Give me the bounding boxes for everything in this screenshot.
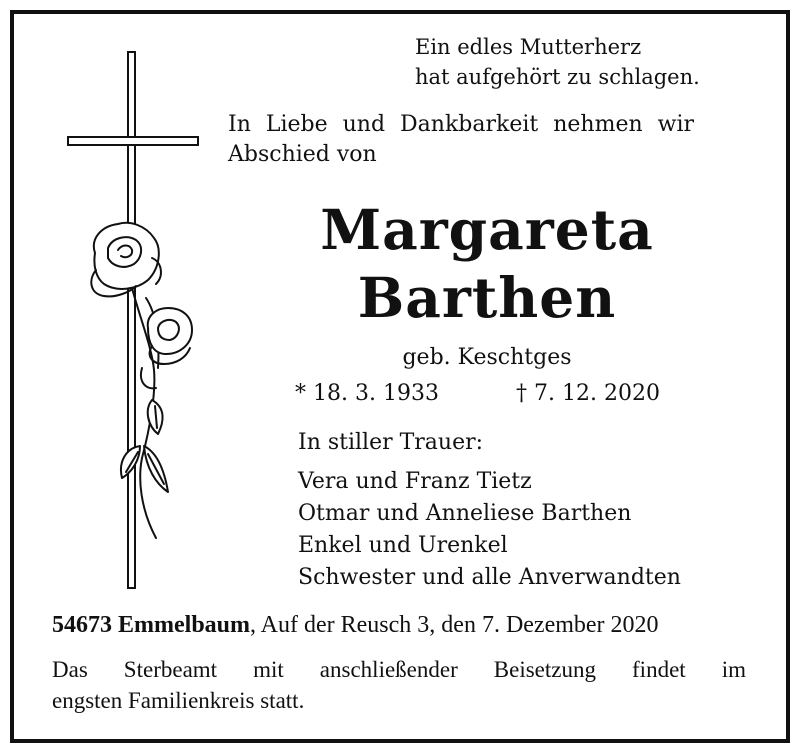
death-date: † 7. 12. 2020 (516, 381, 660, 406)
funeral-note (52, 654, 746, 716)
mourner-name: Schwester und alle Anverwandten (298, 565, 681, 590)
mourner-name: Otmar und Anneliese Barthen (298, 501, 632, 526)
mourners-heading: In stiller Trauer: (298, 430, 484, 455)
address-line (52, 612, 659, 639)
intro-line-1: In Liebe und Dankbarkeit nehmen wir (228, 112, 695, 137)
deceased-last-name: Barthen (357, 265, 617, 330)
motto-line-2: hat aufgehört zu schlagen. (415, 65, 700, 89)
motto-line-1: Ein edles Mutterherz (415, 35, 642, 59)
mourner-name: Enkel und Urenkel (298, 533, 508, 558)
birth-name: geb. Keschtges (402, 345, 572, 370)
intro-line-2: Abschied von (228, 142, 377, 167)
deceased-first-name: Margareta (320, 197, 654, 262)
cross-with-roses-icon (60, 48, 200, 593)
funeral-note-line-2: engsten Familienkreis statt. (52, 688, 305, 713)
rose-icon (91, 223, 192, 538)
birth-date: * 18. 3. 1933 (295, 381, 439, 406)
address-rest: , Auf der Reusch 3, den 7. Dezember 2020 (250, 612, 659, 638)
mourner-name: Vera und Franz Tietz (298, 469, 532, 494)
funeral-note-line-1: Das Sterbeamt mit anschließender Beisetzung findet im (52, 657, 746, 682)
address-place: 54673 Emmelbaum (52, 612, 250, 638)
